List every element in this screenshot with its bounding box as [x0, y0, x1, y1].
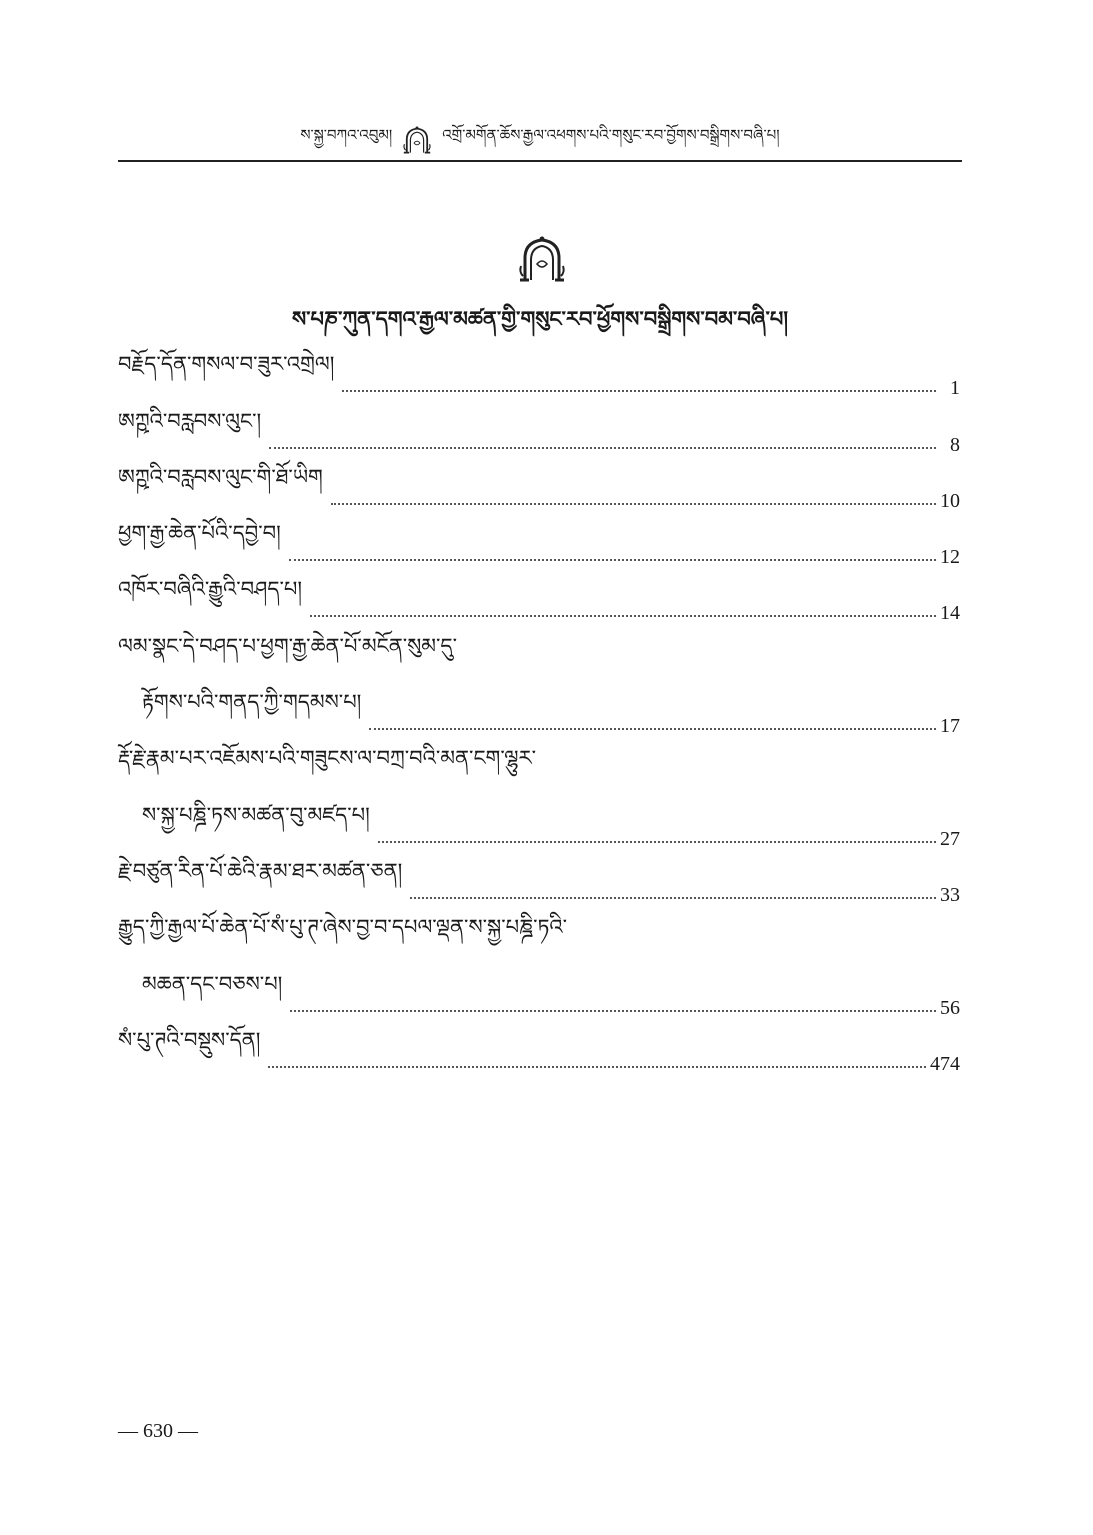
- toc-entry-title: ལམ་སྣང་དེ་བཤད་པ་ཕྱག་རྒྱ་ཆེན་པོ་མངོན་སུམ་དུ་: [118, 633, 458, 658]
- toc-entry[interactable]: [118, 1020, 960, 1076]
- toc-entry[interactable]: [118, 794, 960, 850]
- toc-entry-page: 14: [940, 602, 960, 625]
- ornate-arch-icon: [517, 236, 567, 282]
- toc-entry-title: འཁོར་བཞིའི་རྒྱུའི་བཤད་པ།: [118, 577, 303, 602]
- toc-entry-page: 474: [930, 1052, 960, 1075]
- page-number: — 630 —: [118, 1420, 198, 1442]
- toc-entry-page: 56: [940, 996, 960, 1019]
- toc-entry-continued[interactable]: [118, 625, 960, 681]
- toc-entry-title: རྟོགས་པའི་གནད་ཀྱི་གདམས་པ།: [142, 690, 362, 715]
- toc-entry-page: 1: [950, 377, 960, 400]
- toc-entry-title: སཾ་པུ་ཊའི་བསྡུས་དོན།: [118, 1027, 261, 1052]
- toc-entry-page: 17: [940, 715, 960, 738]
- toc-entry-title: ཕྱག་རྒྱ་ཆེན་པོའི་དབྱེ་བ།: [118, 521, 281, 546]
- toc-entry-title: རྒྱུད་ཀྱི་རྒྱལ་པོ་ཆེན་པོ་སཾ་པུ་ཊ་ཞེས་བྱ་བ་དཔལ་ལྡན་ས་སྐྱ་པཎྜི་ཏའི་: [118, 915, 568, 940]
- toc-entry-continued[interactable]: [118, 738, 960, 794]
- toc-entry-continued[interactable]: [118, 907, 960, 963]
- dot-leader: [269, 447, 936, 449]
- ornate-arch-icon: [402, 125, 432, 155]
- toc-entry-page: 8: [950, 433, 960, 456]
- toc-entry-page: 12: [940, 546, 960, 569]
- toc-entry-title: རྗེ་བཙུན་རིན་པོ་ཆེའི་རྣམ་ཐར་མཚན་ཅན།: [118, 858, 403, 883]
- toc-entry-page: 33: [940, 883, 960, 906]
- toc-entry[interactable]: [118, 963, 960, 1019]
- dot-leader: [369, 728, 936, 730]
- section-title: ས་པཎ་ཀུན་དགའ་རྒྱལ་མཚན་གྱི་གསུང་རབ་ཕྱོགས་བསྒྲིགས་བམ་བཞི་པ།: [291, 306, 789, 331]
- dot-leader: [331, 503, 936, 505]
- dot-leader: [310, 615, 936, 617]
- toc-entry[interactable]: [118, 682, 960, 738]
- toc-entry-page: 27: [940, 827, 960, 850]
- header-left-text: ས་སྐྱ་བཀའ་འབུམ།: [300, 126, 393, 144]
- header-rule: [118, 160, 962, 162]
- toc-entry-title: མཆན་དང་བཅས་པ།: [142, 971, 283, 996]
- toc-entry[interactable]: [118, 344, 960, 400]
- toc-entry-title: བརྗོད་དོན་གསལ་བ་ཟུར་འགྲེལ།: [118, 352, 335, 377]
- dot-leader: [342, 390, 936, 392]
- toc-entry-title: ཨཀྵའི་བརླབས་ལུང་གི་ཐོ་ཡིག: [118, 464, 323, 489]
- toc-entry[interactable]: [118, 569, 960, 625]
- table-of-contents: [118, 344, 960, 1076]
- dot-leader: [410, 897, 936, 899]
- toc-entry-title: ས་སྐྱ་པཎྜི་ཏས་མཚན་བུ་མཛད་པ།: [142, 802, 370, 827]
- toc-entry[interactable]: [118, 851, 960, 907]
- toc-entry-title: རྡོ་རྗེ་རྣམ་པར་འཇོམས་པའི་གཟུངས་ལ་བཀྲ་བའི་མན་ངག་ལྷུར་: [118, 746, 537, 771]
- toc-entry[interactable]: [118, 513, 960, 569]
- dot-leader: [289, 559, 936, 561]
- dot-leader: [268, 1066, 926, 1068]
- dot-leader: [290, 1010, 936, 1012]
- toc-entry[interactable]: [118, 400, 960, 456]
- running-header: [118, 120, 962, 160]
- header-right-text: འགྲོ་མགོན་ཆོས་རྒྱལ་འཕགས་པའི་གསུང་རབ་བྱོགས་བསྒྲིགས་བཞི་པ།: [442, 126, 780, 144]
- dot-leader: [378, 841, 936, 843]
- toc-entry-title: ཨཀྵའི་བརླབས་ལུང་།: [118, 408, 262, 433]
- toc-entry[interactable]: [118, 457, 960, 513]
- toc-entry-page: 10: [940, 489, 960, 512]
